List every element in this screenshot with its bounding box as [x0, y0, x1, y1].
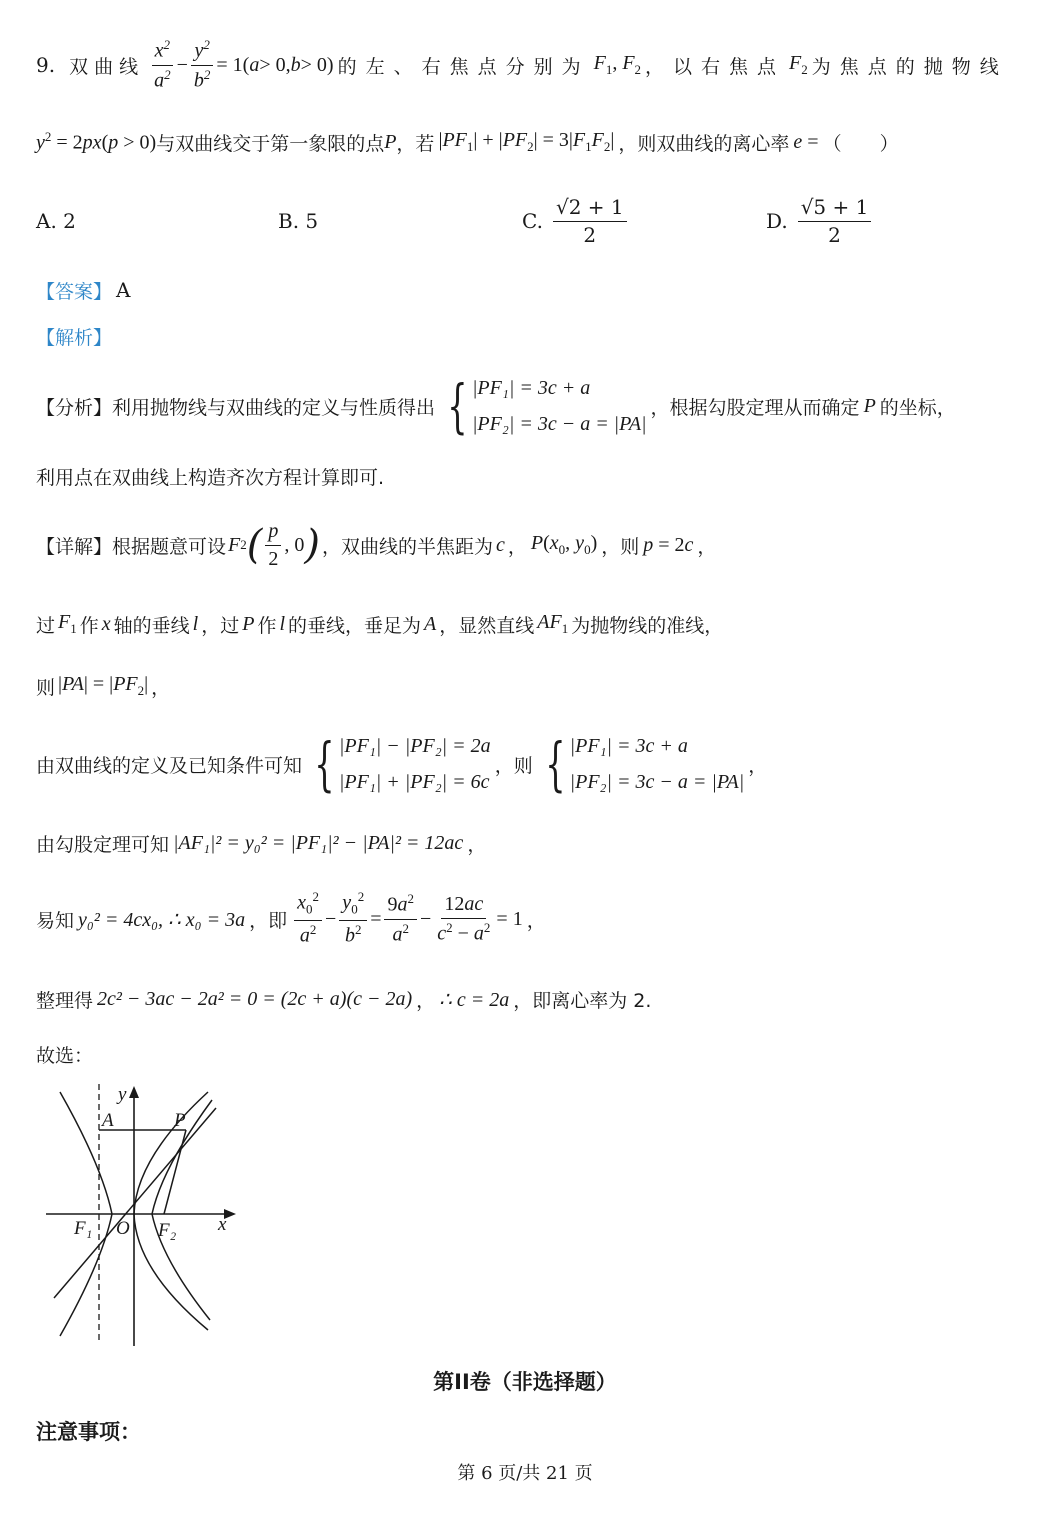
detail-text: 故选： [36, 1044, 94, 1067]
detail-text: 的垂线，垂足为 [288, 614, 422, 637]
detail-text: 易知 [36, 909, 75, 932]
option-d-label: D. [766, 209, 788, 233]
parabola [134, 1092, 208, 1330]
detail-system-2: { |PF₁| = 3c + a |PF₂| = 3c − a = |PA| [545, 730, 745, 798]
detail-system-2-eq-1: |PF₁| = 3c + a [569, 735, 688, 757]
answer-tag: 【答案】 [36, 280, 113, 303]
detail-text: 过 [36, 614, 56, 637]
analysis-tag: 【解析】 [36, 326, 113, 349]
parabola-equation: $y^2 = 2px(p > 0)$ [36, 129, 157, 154]
detail-text: ，则 [601, 535, 640, 558]
foci-symbols: $F_1$, $F_2$ [593, 52, 642, 77]
detail-text: 作 [257, 614, 277, 637]
label-x: x [218, 1214, 227, 1235]
detail-text: 作 [79, 614, 99, 637]
quadratic-equation: 2c² − 3ac − 2a² = 0 = (2c + a)(c − 2a) [97, 987, 413, 1010]
detail-line-8 [36, 1040, 93, 1068]
point-p: P [863, 394, 876, 417]
option-d-numerator: √5 + 1 [798, 196, 872, 222]
symbol-x: x [101, 612, 111, 635]
question-text: 与双曲线交于第一象限的点 [156, 132, 385, 155]
pythagoras-equation: |AF₁|² = y₀² = |PF₁|² − |PA|² = 12ac [173, 831, 464, 854]
detail-text: 轴的垂线 [113, 614, 190, 637]
fenxi-text: 利用抛物线与双曲线的定义与性质得出 [112, 396, 436, 419]
question-text: ，若 [396, 132, 435, 155]
fenxi-system: { |PF₁| = 3c + a |PF₂| = 3c − a = |PA| [447, 372, 647, 440]
fenxi-text: 的坐标， [879, 396, 956, 419]
condition-equation: $|PF_1| + |PF_2| = 3|F_1F_2|$ [438, 129, 615, 154]
detail-text: ，显然直线 [439, 614, 535, 637]
page-footer: 第 6 页/共 21 页 [457, 1463, 593, 1484]
detail-text: 为抛物线的准线， [571, 614, 724, 637]
label-a: A [102, 1110, 114, 1131]
pa-equals-pf2: $|PA| = |PF_2|$ [58, 673, 149, 698]
option-c-denominator: 2 [583, 222, 597, 247]
p-coord: $P(x_0$, $y_0$) [530, 532, 598, 557]
line-f1-p [54, 1108, 216, 1298]
question-text: ，则双曲线的离心率 [618, 132, 790, 155]
symbol-af1: $AF_1$ [537, 611, 569, 636]
symbol-a: A [424, 612, 437, 635]
fenxi-eq-2: |PF₂| = 3c − a = |PA| [471, 413, 647, 435]
detail-text: ，即 [249, 909, 288, 932]
hyperbola-equation: $\frac{x^2}{a^2}$ − $\frac{y^2}{b^2}$ = 1( a > 0, b > 0) [148, 38, 333, 92]
detail-text: 则 [36, 676, 56, 699]
y-axis-arrow [129, 1086, 139, 1098]
question-text: 的左、右焦点分别为 [337, 55, 590, 78]
detail-text: ，则 [494, 754, 533, 777]
detail-text: ， [697, 535, 717, 558]
symbol-c: c [495, 533, 505, 556]
detail-text: ， [151, 676, 171, 699]
fenxi-line [36, 368, 956, 444]
symbol-p: P [242, 612, 255, 635]
detail-text: ，双曲线的半焦距为 [321, 535, 493, 558]
detail-line-7 [36, 982, 651, 1016]
x0-equation: y₀² = 4cx₀, ∴ x₀ = 3a [78, 908, 246, 931]
answer-value: A [116, 278, 131, 302]
detail-text: 根据题意可设 [112, 535, 227, 558]
answer-line [36, 276, 130, 304]
detail-text: ， [416, 989, 436, 1012]
question-line-2 [36, 122, 899, 162]
hyperbola-parabola-figure [40, 1080, 250, 1350]
question-text: 为焦点的抛物线 [811, 55, 1008, 78]
detail-text: 由勾股定理可知 [36, 833, 170, 856]
option-c-numerator: √2 + 1 [553, 196, 627, 222]
fenxi-tag: 【分析】 [36, 396, 113, 419]
detail-text: ， [748, 754, 768, 777]
detail-line-2 [36, 608, 723, 640]
detail-system-1-eq-1: |PF₁| − |PF₂| = 2a [338, 735, 491, 757]
detail-tag: 【详解】 [36, 535, 113, 558]
detail-text: ， [467, 833, 487, 856]
option-c [522, 196, 630, 247]
symbol-l: l [279, 612, 286, 635]
label-y: y [118, 1084, 127, 1105]
symbol-f1: $F_1$ [58, 611, 77, 636]
detail-system-1-eq-2: |PF₁| + |PF₂| = 6c [338, 771, 490, 793]
fenxi-line-2 [36, 462, 384, 490]
option-a: A. 2 [36, 209, 76, 233]
eccentricity-symbol: e = [793, 130, 819, 153]
label-p: P [174, 1110, 186, 1131]
c-equals-2a: ∴ c = 2a [439, 988, 510, 1011]
focus-f2: $F_2$ [789, 52, 808, 77]
detail-system-2-eq-2: |PF₂| = 3c − a = |PA| [569, 771, 745, 793]
detail-text: 由双曲线的定义及已知条件可知 [36, 754, 303, 777]
detail-line-5 [36, 826, 486, 860]
point-p: P [384, 130, 397, 153]
detail-text: 整理得 [36, 989, 94, 1012]
label-f2: F₂ [158, 1220, 177, 1241]
question-number: 9. [36, 53, 56, 77]
hyperbola-substitution: $\frac{x_0^2}{a^2}$ − $\frac{y_0^2}{b^2}$ = $\frac{9a^2}{a^2}$ − $\frac{12ac}{c^2 - a^2}$ = 1 [291, 890, 523, 947]
detail-line-6 [36, 888, 546, 950]
hyperbola-right-branch [152, 1100, 212, 1320]
detail-text: ，过 [201, 614, 240, 637]
option-c-label: C. [522, 209, 543, 233]
label-o: O [116, 1218, 130, 1239]
question-text: 双曲线 [69, 55, 145, 78]
question-text: （ ） [822, 132, 899, 155]
fenxi-text: ，根据勾股定理从而确定 [650, 396, 860, 419]
detail-text: ， [507, 535, 527, 558]
fenxi-eq-1: |PF₁| = 3c + a [471, 377, 591, 399]
question-text: ，以右焦点 [645, 55, 786, 78]
question-line-1 [36, 36, 1008, 94]
notice-heading: 注意事项： [36, 1420, 141, 1444]
fenxi-text: 利用点在双曲线上构造齐次方程计算即可. [36, 466, 385, 489]
detail-text: ，即离心率为 2. [513, 989, 652, 1012]
option-d [766, 196, 874, 247]
label-f1: F₁ [74, 1218, 93, 1239]
detail-line-1 [36, 514, 716, 576]
option-d-denominator: 2 [828, 222, 841, 247]
detail-line-4 [36, 726, 767, 802]
option-b: B. 5 [278, 209, 319, 233]
detail-system-1: { |PF₁| − |PF₂| = 2a |PF₁| + |PF₂| = 6c [314, 730, 491, 798]
detail-line-3 [36, 670, 170, 702]
symbol-l: l [192, 612, 199, 635]
f2-coord: F 2 ( $\frac{p}{2}$ , 0 ) [228, 519, 320, 570]
section-title: 第II卷（非选择题） [433, 1370, 617, 1394]
p-equals: p = 2c [643, 533, 694, 556]
analysis-line [36, 322, 112, 350]
detail-text: ， [526, 909, 546, 932]
options-row [36, 190, 1016, 252]
